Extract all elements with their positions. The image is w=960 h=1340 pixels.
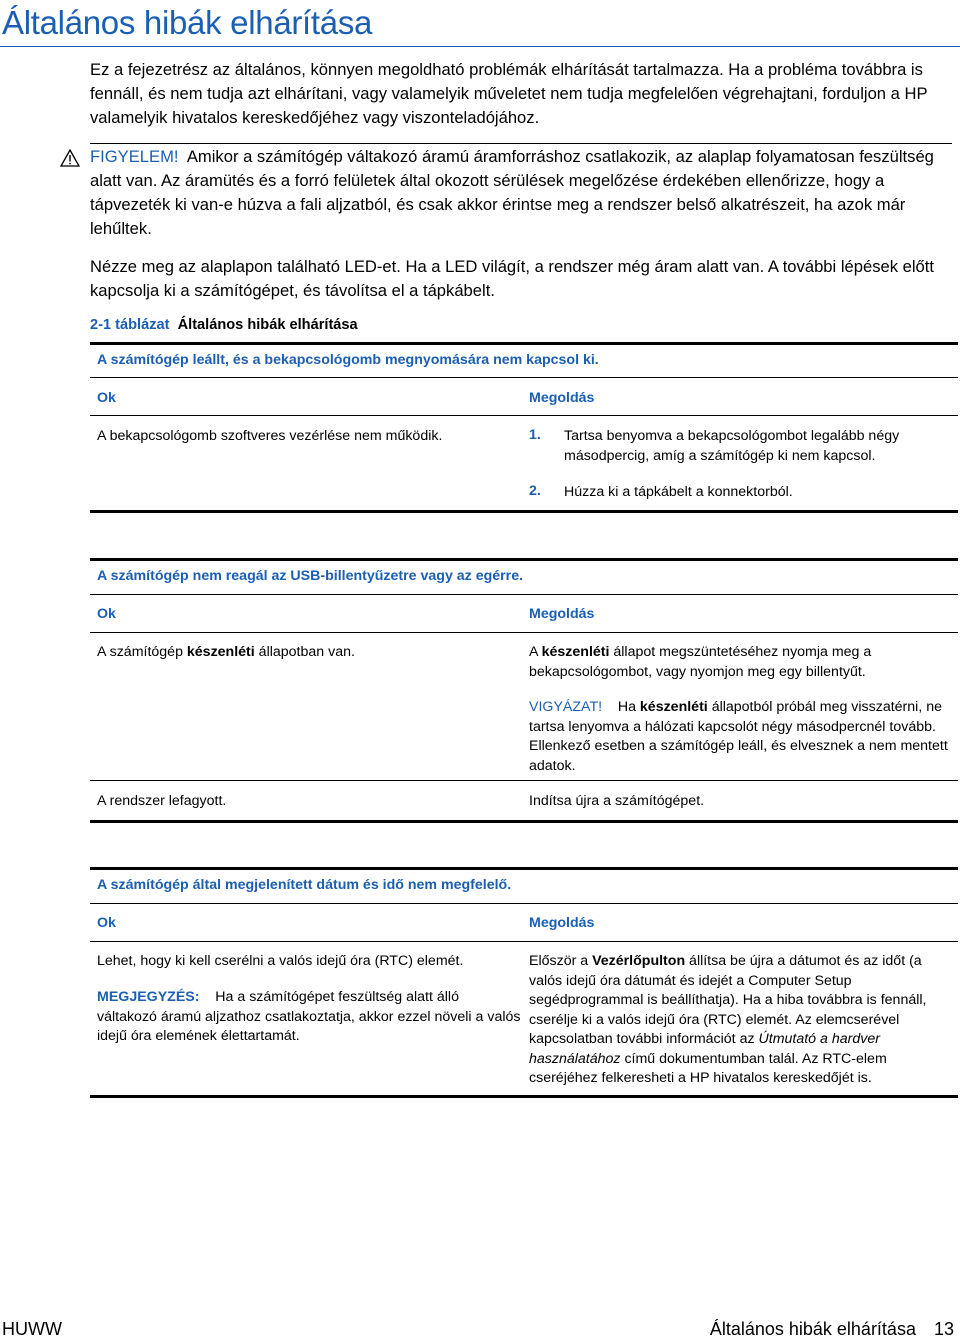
warning-text	[90, 145, 956, 241]
page-number: 13	[933, 1319, 954, 1339]
section1-col-cause: Ok	[97, 390, 116, 406]
footer-left: HUWW	[2, 1319, 62, 1339]
section2-top-rule	[90, 558, 958, 561]
warning-label: FIGYELEM!	[90, 147, 179, 166]
step-text: Húzza ki a tápkábelt a konnektorból.	[564, 484, 793, 500]
section3-solution: Először a Vezérlőpulton állítsa be újra a dátumot és az időt (a valós idejű óra dátumát és idejét a Computer Setup segédprogrammal is beállíthatja). Ha a hiba továbbra is fennáll, cserélje ki a valós idejű óra (RTC) elemét. Az elemcserével kapcsolatban további információt az Útmutató a hardver használatához című dokumentumban talál. Az RTC-elem cseréjéhez felkeresheti a HP hivatalos kereskedőjét is.	[529, 953, 927, 1086]
section2-col-solution: Megoldás	[529, 606, 595, 622]
section1-head-rule	[90, 377, 958, 378]
section1-top-rule	[90, 342, 958, 345]
intro-paragraph: Ez a fejezetrész az általános, könnyen megoldható problémák elhárítását tartalmazza. Ha a probléma továbbra is fennáll, és nem tudja azt elhárítani, vagy valamelyik műveletet nem tudja megfelelően végrehajtani, forduljon a HP valamelyik hivatalos kereskedőjéhez vagy viszonteladójához.	[90, 60, 928, 127]
page-title: Általános hibák elhárítása	[2, 4, 373, 41]
title-rule	[0, 46, 960, 47]
section2-row1-cause: A számítógép készenléti állapotban van.	[97, 644, 355, 660]
table-caption	[90, 317, 358, 333]
section3-heading: A számítógép által megjelenített dátum és idő nem megfelelő.	[97, 877, 512, 893]
warning-body: Amikor a számítógép váltakozó áramú áramforráshoz csatlakozik, az alaplap folyamatosan feszültség alatt van. Az áramütés és a forró felületek által okozott sérülések megelőzése érdekében ellenőrizze, hogy a tápvezeték ki van-e húzva a fali aljzatból, és csak akkor érintse meg a rendszer belső alkatrészeit, ha azok már lehűltek.	[90, 147, 934, 238]
section2-col-cause: Ok	[97, 606, 116, 622]
section1-bottom-rule	[90, 510, 958, 513]
step-text: Tartsa benyomva a bekapcsológombot legalább négy másodpercig, amíg a számítógép ki nem kapcsol.	[564, 428, 900, 464]
section3-bottom-rule	[90, 1095, 958, 1098]
section1-heading: A számítógép leállt, és a bekapcsológomb megnyomására nem kapcsol ki.	[97, 352, 599, 368]
section3-top-rule	[90, 867, 958, 870]
section1-col-rule	[90, 415, 958, 416]
step-number: 1.	[529, 427, 541, 443]
section2-bottom-rule	[90, 820, 958, 823]
section3-col-cause: Ok	[97, 915, 116, 931]
section3-col-solution: Megoldás	[529, 915, 595, 931]
section2-col-rule	[90, 632, 958, 633]
caution-label: VIGYÁZAT!	[529, 699, 603, 715]
section3-head-rule	[90, 903, 958, 904]
section2-heading: A számítógép nem reagál az USB-billentyűzetre vagy az egérre.	[97, 568, 524, 584]
section2-row1-solution: A készenléti állapot megszüntetéséhez nyomja meg a bekapcsológombot, vagy nyomjon meg egy billentyűt.	[529, 644, 872, 680]
table-title: Általános hibák elhárítása	[177, 317, 358, 333]
warning-triangle-icon	[60, 149, 80, 167]
step-number: 2.	[529, 483, 541, 499]
section2-caution: VIGYÁZAT! Ha készenléti állapotból próbál meg visszatérni, ne tartsa lenyomva a hálózati kapcsolót négy másodpercnél tovább. Ellenkező esetben a számítógép leáll, és elvesznek a nem mentett adatok.	[529, 699, 948, 774]
note-label: MEGJEGYZÉS:	[97, 989, 200, 1005]
footer-section-title: Általános hibák elhárítása	[709, 1319, 916, 1339]
section2-row2-solution: Indítsa újra a számítógépet.	[529, 793, 705, 809]
warning-rule	[90, 143, 952, 144]
section2-head-rule	[90, 594, 958, 595]
led-note: Nézze meg az alaplapon található LED-et. Ha a LED világít, a rendszer még áram alatt van. A további lépések előtt kapcsolja ki a számítógépet, és távolítsa el a tápkábelt.	[90, 257, 934, 300]
section2-row2-cause: A rendszer lefagyott.	[97, 793, 227, 809]
section3-cause: Lehet, hogy ki kell cserélni a valós idejű óra (RTC) elemét.	[97, 953, 464, 969]
section2-row-rule	[90, 780, 958, 781]
footer-right	[710, 1319, 954, 1340]
section3-note: MEGJEGYZÉS: Ha a számítógépet feszültség alatt álló váltakozó áramú aljzathoz csatlakoztatja, akkor ezzel növeli a valós idejű óra elemének élettartamát.	[97, 989, 521, 1044]
section1-cause: A bekapcsológomb szoftveres vezérlése nem működik.	[97, 428, 443, 444]
section3-col-rule	[90, 941, 958, 942]
section1-col-solution: Megoldás	[529, 390, 595, 406]
table-number: 2-1 táblázat	[90, 317, 170, 333]
